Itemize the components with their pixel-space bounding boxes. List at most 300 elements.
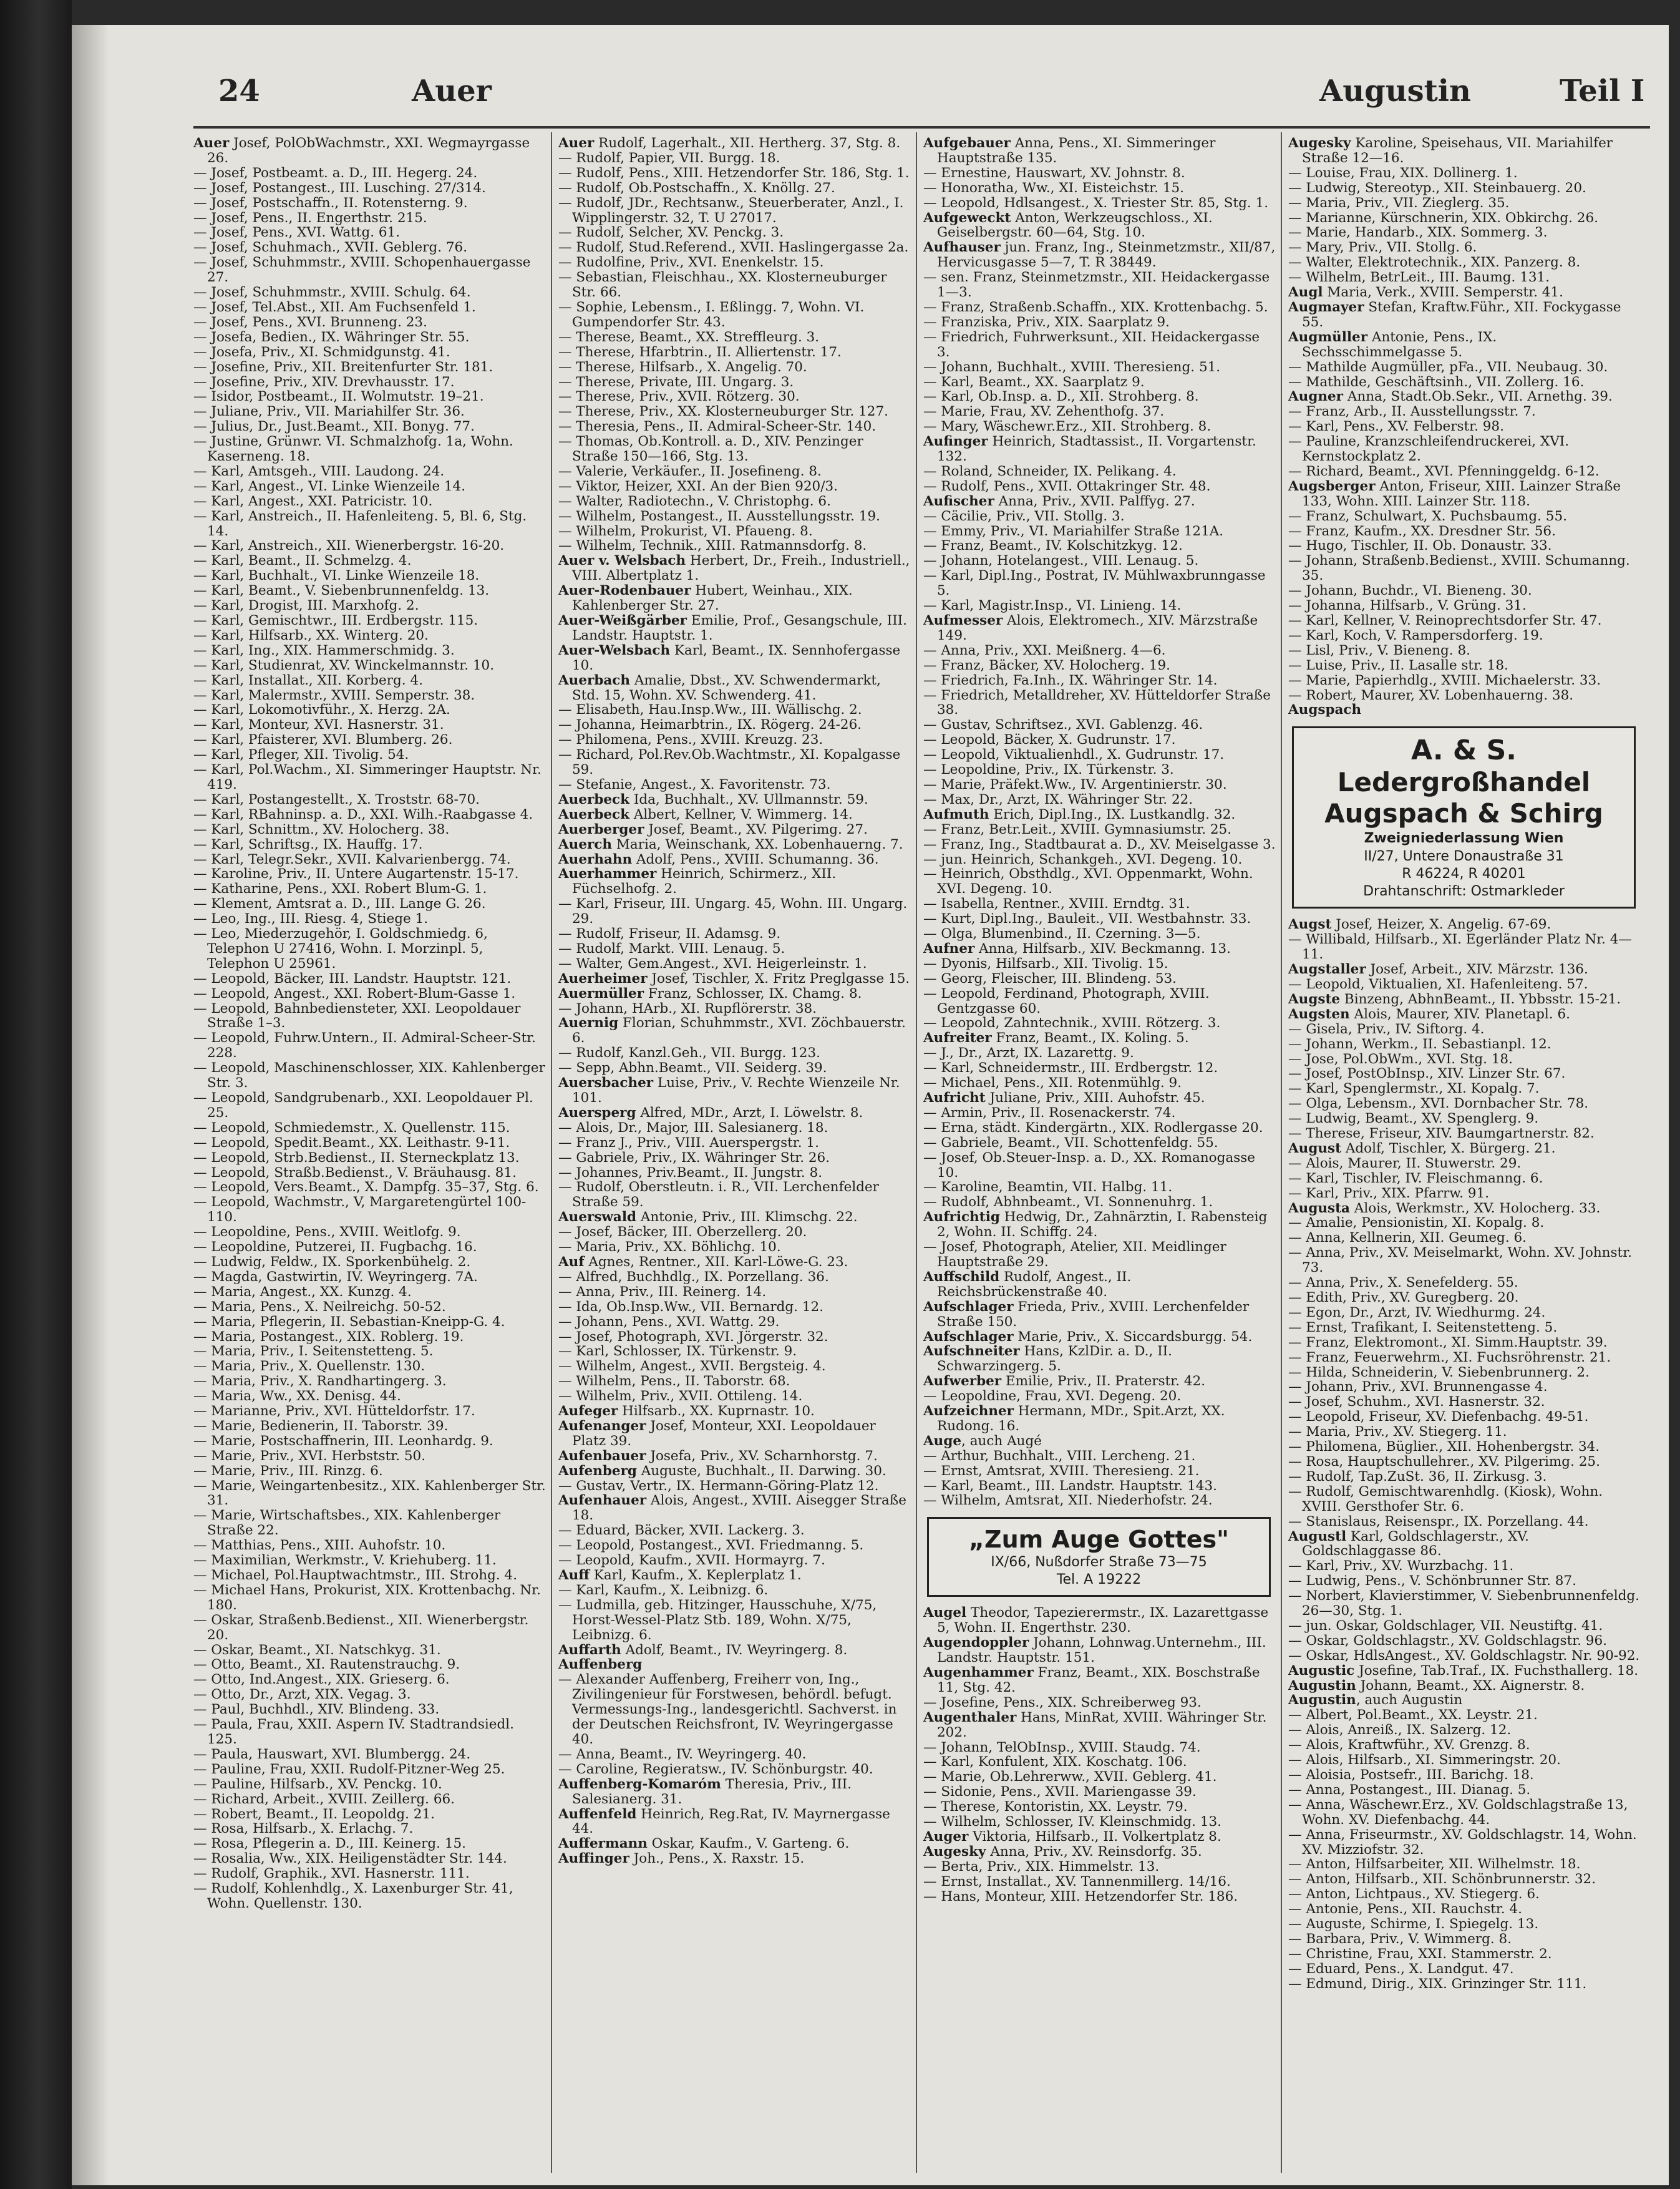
directory-entry: — Pauline, Kranzschleifendruckerei, XVI. Kernstockplatz 2. bbox=[1288, 434, 1570, 465]
directory-entry: — Josef, Photograph, Atelier, XII. Meidlinger Hauptstraße 29. bbox=[923, 1239, 1226, 1270]
column-4 bbox=[1288, 136, 1641, 2177]
directory-entry: — Karl, Anstreich., II. Hafenleiteng. 5, Bl. 6, Stg. 14. bbox=[193, 508, 527, 539]
directory-entry: — Roland, Schneider, IX. Pelikang. 4. bbox=[923, 463, 1177, 479]
directory-entry: — Karoline, Priv., II. Untere Augartenstr. 15-17. bbox=[193, 866, 519, 882]
directory-entry: — Friedrich, Fuhrwerksunt., XII. Heidackergasse 3. bbox=[923, 329, 1260, 360]
directory-entry: — Marie, Wirtschaftsbes., XIX. Kahlenberger Straße 22. bbox=[193, 1508, 501, 1539]
directory-entry: — Karl, Pfaisterer, XVI. Blumberg. 26. bbox=[193, 732, 453, 748]
directory-entry: — Josefine, Priv., XIV. Drevhausstr. 17. bbox=[193, 374, 455, 390]
directory-entry: — Oskar, HdlsAngest., XV. Goldschlagstr. Nr. 90-92. bbox=[1288, 1647, 1640, 1664]
directory-entry: — Stanislaus, Reisenspr., IX. Porzellang. 44. bbox=[1288, 1513, 1589, 1529]
directory-entry: — Gustav, Schriftsez., XVI. Gablenzg. 46. bbox=[923, 717, 1203, 733]
directory-entry: — Ernst, Trafikant, I. Seitenstetteng. 5. bbox=[1288, 1319, 1558, 1335]
directory-entry: Augustl Karl, Goldschlagerstr., XV. Goldschlaggasse 86. bbox=[1288, 1528, 1529, 1559]
directory-entry: Auermüller Franz, Schlosser, IX. Chamg. 8. bbox=[558, 985, 862, 1002]
directory-entry: — Rosa, Pflegerin a. D., III. Keinerg. 15. bbox=[193, 1836, 467, 1852]
ad-address: II/27, Untere Donaustraße 31 bbox=[1364, 849, 1564, 865]
right-running-head: Augustin bbox=[1319, 74, 1471, 109]
directory-entry: — Maria, Pflegerin, II. Sebastian-Kneipp-G. 4. bbox=[193, 1314, 505, 1330]
directory-entry: — Anna, Kellnerin, XII. Geumeg. 6. bbox=[1288, 1230, 1527, 1246]
directory-entry: — Karl, Priv., XIX. Pfarrw. 91. bbox=[1288, 1185, 1490, 1201]
directory-entry: — Gisela, Priv., IV. Siftorg. 4. bbox=[1288, 1021, 1485, 1037]
directory-entry: — Josef, PostObInsp., XIV. Linzer Str. 67. bbox=[1288, 1066, 1566, 1082]
directory-entry: — Josef, Ob.Steuer-Insp. a. D., XX. Romanogasse 10. bbox=[923, 1149, 1255, 1181]
directory-entry: — Leopoldine, Putzerei, II. Fugbachg. 16. bbox=[193, 1239, 477, 1255]
directory-entry: Auer-Welsbach Karl, Beamt., IX. Sennhofergasse 10. bbox=[558, 642, 901, 673]
directory-entry: — Maria, Angest., XX. Kunzg. 4. bbox=[193, 1284, 412, 1300]
directory-entry: — Karl, Koch, V. Rampersdorferg. 19. bbox=[1288, 627, 1543, 643]
directory-entry: — Barbara, Priv., V. Wimmerg. 8. bbox=[1288, 1931, 1512, 1947]
directory-entry: — Franziska, Priv., XIX. Saarplatz 9. bbox=[923, 314, 1170, 330]
directory-entry: Augst Josef, Heizer, X. Angelig. 67-69. bbox=[1288, 917, 1551, 933]
directory-entry: — Johann, Pens., XVI. Wattg. 29. bbox=[558, 1314, 780, 1330]
directory-entry: — Rudolf, JDr., Rechtsanw., Steuerberater, Anzl., I. Wipplingerstr. 32, T. U 27017. bbox=[558, 195, 904, 226]
directory-entry: Aufwerber Emilie, Priv., II. Praterstr. 42. bbox=[923, 1373, 1206, 1390]
directory-entry: — Josef, Postschaffn., II. Rotensterng. 9. bbox=[193, 195, 468, 211]
directory-entry: — Anna, Friseurmstr., XV. Goldschlagstr. 14, Wohn. XV. Mizziofstr. 32. bbox=[1288, 1826, 1637, 1858]
directory-entry: Augsten Alois, Maurer, XIV. Planetapl. 6. bbox=[1288, 1006, 1570, 1022]
directory-entry: — Isabella, Rentner., XVIII. Erndtg. 31. bbox=[923, 896, 1190, 912]
directory-entry: — Karl, Beamt., XX. Saarplatz 9. bbox=[923, 374, 1145, 390]
directory-entry: — Rosa, Hilfsarb., X. Erlachg. 7. bbox=[193, 1821, 414, 1837]
directory-entry: Auffschild Rudolf, Angest., II. Reichsbrückenstraße 40. bbox=[923, 1269, 1132, 1300]
directory-entry: Auffenfeld Heinrich, Reg.Rat, IV. Mayrnergasse 44. bbox=[558, 1806, 890, 1837]
directory-entry: — Viktor, Heizer, XXI. An der Bien 920/3. bbox=[558, 478, 838, 494]
gutter-shadow bbox=[72, 25, 109, 2185]
directory-entry: — Friedrich, Fa.Inh., IX. Währinger Str. 14. bbox=[923, 672, 1218, 688]
directory-entry: — Johann, HArb., XI. Rupflörerstr. 38. bbox=[558, 1000, 817, 1016]
directory-entry: — Anna, Priv., X. Senefelderg. 55. bbox=[1288, 1275, 1518, 1291]
directory-entry: — Max, Dr., Arzt, IX. Währinger Str. 22. bbox=[923, 791, 1193, 807]
directory-entry: Auer v. Welsbach Herbert, Dr., Freih., Industriell., VIII. Albertplatz 1. bbox=[558, 553, 910, 584]
directory-entry: Augmayer Stefan, Kraftw.Führ., XII. Fockygasse 55. bbox=[1288, 299, 1621, 330]
ad-firm-initials: A. & S. bbox=[1411, 734, 1517, 767]
directory-entry: — Pauline, Hilfsarb., XV. Penckg. 10. bbox=[193, 1776, 442, 1792]
directory-entry: — Marianne, Kürschnerin, XIX. Obkirchg. 26. bbox=[1288, 210, 1598, 226]
directory-entry: Auffinger Joh., Pens., X. Raxstr. 15. bbox=[558, 1851, 805, 1867]
directory-entry: — Therese, Kontoristin, XX. Leystr. 79. bbox=[923, 1799, 1188, 1815]
directory-entry: — Egon, Dr., Arzt, IV. Wiedhurmg. 24. bbox=[1288, 1304, 1546, 1320]
directory-entry: — Maria, Priv., XX. Böhlichg. 10. bbox=[558, 1239, 781, 1255]
directory-entry: — Leopold, Bäcker, III. Landstr. Hauptstr. 121. bbox=[193, 970, 512, 987]
directory-entry: — Maria, Postangest., XIX. Roblerg. 19. bbox=[193, 1329, 464, 1345]
directory-entry: Auf Agnes, Rentner., XII. Karl-Löwe-G. 23. bbox=[558, 1254, 848, 1270]
ad-firm-name: Augspach & Schirg bbox=[1324, 798, 1603, 829]
column-divider bbox=[551, 132, 552, 2173]
directory-entry: Auer-Weißgärber Emilie, Prof., Gesangschule, III. Landstr. Hauptstr. 1. bbox=[558, 613, 908, 643]
directory-entry: — jun. Heinrich, Schankgeh., XVI. Degeng. 10. bbox=[923, 851, 1243, 867]
directory-entry: — Ernst, Amtsrat, XVIII. Theresieng. 21. bbox=[923, 1463, 1200, 1479]
directory-entry: — Leopold, Hdlsangest., X. Triester Str. 85, Stg. 1. bbox=[923, 195, 1269, 211]
directory-entry: Auffermann Oskar, Kaufm., V. Garteng. 6. bbox=[558, 1836, 850, 1852]
directory-entry: — Johann, Priv., XVI. Brunnengasse 4. bbox=[1288, 1379, 1548, 1395]
directory-entry: — Leopoldine, Frau, XVI. Degeng. 20. bbox=[923, 1388, 1182, 1405]
directory-entry: — Alois, Anreiß., IX. Salzerg. 12. bbox=[1288, 1722, 1512, 1738]
directory-entry: — Anna, Priv., III. Reinerg. 14. bbox=[558, 1284, 767, 1300]
directory-entry: — Caroline, Regieratsw., IV. Schönburgstr. 40. bbox=[558, 1761, 873, 1777]
directory-entry: Aufhauser jun. Franz, Ing., Steinmetzmstr., XII/87, Hervicusgasse 5—7, T. R 38449. bbox=[923, 240, 1276, 271]
directory-entry: — Josef, Pens., II. Engerthstr. 215. bbox=[193, 210, 427, 226]
directory-entry: — Josef, Schuhm., XVI. Hasnerstr. 32. bbox=[1288, 1394, 1545, 1410]
directory-entry: — Karl, Telegr.Sekr., XVII. Kalvarienbergg. 74. bbox=[193, 851, 511, 867]
directory-entry: Auffenberg-Komaróm Theresia, Priv., III. Salesianerg. 31. bbox=[558, 1776, 852, 1807]
directory-entry: — Dyonis, Hilfsarb., XII. Tivolig. 15. bbox=[923, 955, 1168, 972]
directory-entry: Aufenhauer Alois, Angest., XVIII. Aisegger Straße 18. bbox=[558, 1493, 906, 1524]
directory-entry: — Hans, Monteur, XIII. Hetzendorfer Str. 186. bbox=[923, 1888, 1238, 1904]
directory-entry: — Willibald, Hilfsarb., XI. Egerländer Platz Nr. 4—11. bbox=[1288, 932, 1632, 963]
directory-entry: — Edith, Priv., XV. Guregberg. 20. bbox=[1288, 1290, 1519, 1305]
directory-entry: — Leopold, Postangest., XVI. Friedmanng. 5. bbox=[558, 1538, 864, 1554]
directory-entry: — Johann, Buchdr., VI. Bieneng. 30. bbox=[1288, 583, 1532, 599]
page-number: 24 bbox=[218, 74, 260, 109]
directory-entry: — Marie, Priv., III. Rinzg. 6. bbox=[193, 1463, 383, 1479]
column-2 bbox=[558, 136, 911, 2177]
directory-entry: — Stefanie, Angest., X. Favoritenstr. 73. bbox=[558, 776, 831, 792]
directory-entry: Augustin Johann, Beamt., XX. Aignerstr. 8. bbox=[1288, 1677, 1585, 1694]
directory-entry: — Gabriele, Priv., IX. Währinger Str. 26. bbox=[558, 1149, 830, 1166]
directory-entry: — Wilhelm, Priv., XVII. Ottileng. 14. bbox=[558, 1388, 803, 1405]
directory-entry: — Wilhelm, Prokurist, VI. Pfaueng. 8. bbox=[558, 523, 813, 539]
directory-entry: — Alexander Auffenberg, Freiherr von, Ing., Zivilingenieur für Forstwesen, behördl. befugt. Vermessungs-Ing., landesgerichtl. Sachverst. in der Deutschen Reichsfront, IV. Weyringergasse 40. bbox=[558, 1672, 897, 1747]
directory-entry: — sen. Franz, Steinmetzmstr., XII. Heidackergasse 1—3. bbox=[923, 270, 1270, 301]
directory-entry: — Maria, Priv., VII. Zieglerg. 35. bbox=[1288, 195, 1510, 211]
directory-entry: — Otto, Dr., Arzt, XIX. Vegag. 3. bbox=[193, 1687, 411, 1703]
directory-entry: Auerberger Josef, Beamt., XV. Pilgerimg. 27. bbox=[558, 821, 868, 837]
directory-entry: Augustin, auch Augustin bbox=[1288, 1692, 1463, 1709]
directory-entry: — Armin, Priv., II. Rosenackerstr. 74. bbox=[923, 1104, 1176, 1121]
directory-entry: — Therese, Hfarbtrin., II. Alliertenstr. 17. bbox=[558, 344, 842, 360]
directory-entry: — Karl, Postangestellt., X. Troststr. 68-70. bbox=[193, 791, 480, 807]
directory-entry: — Johannes, Priv.Beamt., II. Jungstr. 8. bbox=[558, 1164, 823, 1181]
directory-entry: — Leopold, Vers.Beamt., X. Dampfg. 35–37, Stg. 6. bbox=[193, 1179, 539, 1196]
directory-entry: — Marie, Frau, XV. Zehenthofg. 37. bbox=[923, 404, 1165, 420]
directory-entry: Aufreiter Franz, Beamt., IX. Koling. 5. bbox=[923, 1030, 1189, 1046]
directory-entry: — Marie, Präfekt.Ww., IV. Argentinierstr. 30. bbox=[923, 776, 1227, 792]
directory-entry: — Franz, Schulwart, X. Puchsbaumg. 55. bbox=[1288, 508, 1567, 524]
directory-entry: — Karl, Anstreich., XII. Wienerbergstr. 16-20. bbox=[193, 538, 505, 554]
directory-entry: — Ernestine, Hauswart, XV. Johnstr. 8. bbox=[923, 165, 1185, 181]
directory-entry: — Rudolf, Selcher, XV. Penckg. 3. bbox=[558, 225, 784, 241]
directory-entry: — Sidonie, Pens., XVII. Mariengasse 39. bbox=[923, 1784, 1197, 1800]
directory-entry: Augenhammer Franz, Beamt., XIX. Boschstraße 11, Stg. 42. bbox=[923, 1665, 1260, 1695]
directory-entry: — Antonie, Pens., XII. Rauchstr. 4. bbox=[1288, 1901, 1522, 1918]
directory-entry: — Rudolf, Friseur, II. Adamsg. 9. bbox=[558, 926, 781, 942]
directory-entry: — Karl, Friseur, III. Ungarg. 45, Wohn. III. Ungarg. 29. bbox=[558, 896, 908, 927]
directory-entry: — Rudolf, Markt. VIII. Lenaug. 5. bbox=[558, 940, 785, 957]
directory-entry: — Johann, Straßenb.Bedienst., XVIII. Schumanng. 35. bbox=[1288, 553, 1630, 584]
directory-entry: — Marianne, Priv., XVI. Hütteldorfstr. 17. bbox=[193, 1403, 475, 1420]
directory-entry: — Leopold, Wachmstr., V, Margaretengürtel 100-110. bbox=[193, 1194, 527, 1226]
directory-entry: — Juliane, Priv., VII. Mariahilfer Str. 36. bbox=[193, 404, 465, 420]
directory-entry: — Leopold, Schmiedemstr., X. Quellenstr. 115. bbox=[193, 1119, 510, 1136]
directory-entry: — Leopold, Viktualien, XI. Hafenleiteng. 57. bbox=[1288, 976, 1588, 992]
directory-entry: — Ernst, Installat., XV. Tannenmillerg. 14/16. bbox=[923, 1873, 1231, 1889]
directory-entry: — Oskar, Goldschlagstr., XV. Goldschlagstr. 96. bbox=[1288, 1632, 1607, 1649]
directory-entry: — Amalie, Pensionistin, XI. Kopalg. 8. bbox=[1288, 1215, 1545, 1231]
directory-entry: — Josef, Schuhmach., XVII. Geblerg. 76. bbox=[193, 240, 468, 256]
directory-entry: — Josef, Schuhmmstr., XVIII. Schulg. 64. bbox=[193, 285, 471, 301]
directory-entry: — Berta, Priv., XIX. Himmelstr. 13. bbox=[923, 1858, 1160, 1875]
directory-entry: — Michael, Pens., XII. Rotenmühlg. 9. bbox=[923, 1075, 1182, 1091]
ad-telegram: Drahtanschrift: Ostmarkleder bbox=[1363, 884, 1565, 900]
directory-entry: — Maximilian, Werkmstr., V. Kriehuberg. 11. bbox=[193, 1553, 497, 1569]
directory-entry: Augl Maria, Verk., XVIII. Semperstr. 41. bbox=[1288, 285, 1563, 301]
directory-entry: — Ludwig, Pens., V. Schönbrunner Str. 87. bbox=[1288, 1573, 1576, 1589]
directory-entry: — Rudolf, Pens., XIII. Hetzendorfer Str. 186, Stg. 1. bbox=[558, 165, 910, 181]
directory-entry: — Rudolf, Abhnbeamt., VI. Sonnenuhrg. 1. bbox=[923, 1194, 1213, 1211]
directory-entry: — Johanna, Hilfsarb., V. Grüng. 31. bbox=[1288, 598, 1527, 614]
directory-entry: — Arthur, Buchhalt., VIII. Lercheng. 21. bbox=[923, 1448, 1196, 1464]
directory-entry: — Wilhelm, Technik., XIII. Ratmannsdorfg. 8. bbox=[558, 538, 867, 554]
directory-entry: — Walter, Elektrotechnik., XIX. Panzerg. 8. bbox=[1288, 255, 1581, 271]
directory-entry: Augusta Alois, Werkmstr., XV. Holocherg. 33. bbox=[1288, 1200, 1601, 1216]
directory-entry: — Karl, Schneidermstr., III. Erdbergstr. 12. bbox=[923, 1060, 1218, 1076]
directory-entry: Aufeger Hilfsarb., XX. Kuprnastr. 10. bbox=[558, 1403, 815, 1420]
directory-entry: — Josef, Bäcker, III. Oberzellerg. 20. bbox=[558, 1224, 807, 1241]
directory-entry: — Josef, Postbeamt. a. D., III. Hegerg. 24. bbox=[193, 165, 478, 181]
directory-entry: Auer Rudolf, Lagerhalt., XII. Hertherg. 37, Stg. 8. bbox=[558, 136, 901, 151]
directory-entry: — Johann, Buchhalt., XVIII. Theresieng. 51. bbox=[923, 359, 1221, 375]
directory-entry: — Karl, Beamt., V. Siebenbrunnenfeldg. 13. bbox=[193, 583, 490, 599]
directory-entry: — Karl, Pfleger, XII. Tivolig. 54. bbox=[193, 747, 409, 763]
directory-entry: August Adolf, Tischler, X. Bürgerg. 21. bbox=[1288, 1140, 1556, 1156]
directory-entry: — Anna, Postangest., III. Dianag. 5. bbox=[1288, 1782, 1531, 1798]
directory-entry: Auff Karl, Kaufm., X. Keplerplatz 1. bbox=[558, 1567, 802, 1583]
directory-entry: — Leopoldine, Pens., XVIII. Weitlofg. 9. bbox=[193, 1224, 461, 1241]
directory-entry: — Franz, Arb., II. Ausstellungsstr. 7. bbox=[1288, 404, 1536, 420]
header-rule bbox=[193, 126, 1650, 129]
directory-entry: Augstaller Josef, Arbeit., XIV. Märzstr. 136. bbox=[1288, 962, 1588, 978]
ad-shop-name: „Zum Auge Gottes" bbox=[969, 1526, 1229, 1554]
directory-entry: — Wilhelm, BetrLeit., III. Baumg. 131. bbox=[1288, 270, 1550, 286]
directory-entry: — Paul, Buchhdl., XIV. Blindeng. 33. bbox=[193, 1702, 440, 1718]
directory-entry: — Anton, Hilfsarbeiter, XII. Wilhelmstr. 18. bbox=[1288, 1856, 1581, 1873]
directory-entry: Augel Theodor, Tapezierermstr., IX. Lazarettgasse 5, Wohn. II. Engerthstr. 230. bbox=[923, 1605, 1269, 1636]
directory-entry: Aufmesser Alois, Elektromech., XIV. Märzstraße 149. bbox=[923, 613, 1258, 643]
directory-entry: — Rudolf, Papier, VII. Burgg. 18. bbox=[558, 150, 780, 166]
directory-entry: — Maria, Priv., X. Randhartingerg. 3. bbox=[193, 1373, 447, 1390]
directory-entry: Auge, auch Augé bbox=[923, 1433, 1042, 1449]
directory-entry: — Marie, Priv., XVI. Herbststr. 50. bbox=[193, 1448, 426, 1464]
ad-branch: Zweigniederlassung Wien bbox=[1364, 831, 1564, 847]
directory-entry: — Anna, Priv., XV. Meiselmarkt, Wohn. XV. Johnstr. 73. bbox=[1288, 1245, 1632, 1276]
directory-entry: — Alois, Hilfsarb., XI. Simmeringstr. 20. bbox=[1288, 1752, 1561, 1768]
directory-entry: — Luise, Priv., II. Lasalle str. 18. bbox=[1288, 657, 1508, 673]
directory-entry: — Josef, Postangest., III. Lusching. 27/314. bbox=[193, 180, 486, 196]
directory-entry: — Karl, Beamt., II. Schmelzg. 4. bbox=[193, 553, 412, 569]
directory-entry: — Honoratha, Ww., XI. Eisteichstr. 15. bbox=[923, 180, 1184, 196]
directory-entry: — Rosa, Hauptschullehrer., XV. Pilgerimg. 25. bbox=[1288, 1453, 1600, 1470]
directory-entry: — Therese, Beamt., XX. Streffleurg. 3. bbox=[558, 329, 820, 345]
directory-entry: — Therese, Priv., XX. Klosterneuburger Str. 127. bbox=[558, 404, 888, 420]
directory-entry: — Rosalia, Ww., XIX. Heiligenstädter Str. 144. bbox=[193, 1851, 507, 1867]
directory-entry: — Josefa, Priv., XI. Schmidgunstg. 41. bbox=[193, 344, 450, 360]
directory-entry: — Eduard, Pens., X. Landgut. 47. bbox=[1288, 1961, 1514, 1977]
ad-business-type: Ledergroßhandel bbox=[1337, 767, 1591, 798]
directory-entry: — Anton, Lichtpaus., XV. Stiegerg. 6. bbox=[1288, 1886, 1540, 1903]
directory-entry: Aufgebauer Anna, Pens., XI. Simmeringer Hauptstraße 135. bbox=[923, 136, 1216, 166]
directory-entry: — Rudolf, Kohlenhdlg., X. Laxenburger Str. 41, Wohn. Quellenstr. 130. bbox=[193, 1881, 513, 1911]
directory-entry: — Karl, Lokomotivführ., X. Herzg. 2A. bbox=[193, 702, 450, 718]
directory-entry: — Leopold, Zahntechnik., XVIII. Rötzerg. 3. bbox=[923, 1015, 1221, 1031]
directory-entry: — Karl, Priv., XV. Wurzbachg. 11. bbox=[1288, 1558, 1514, 1574]
directory-entry: — Valerie, Verkäufer., II. Josefineng. 8. bbox=[558, 463, 822, 479]
directory-entry: — Karl, Spenglermstr., XI. Kopalg. 7. bbox=[1288, 1081, 1540, 1097]
directory-entry: — Albert, Pol.Beamt., XX. Leystr. 21. bbox=[1288, 1707, 1538, 1723]
directory-entry: — Marie, Papierhdlg., XVIII. Michaelerstr. 33. bbox=[1288, 672, 1601, 688]
directory-entry: — Paula, Frau, XXII. Aspern IV. Stadtrandsiedl. 125. bbox=[193, 1717, 514, 1747]
directory-entry: — Alfred, Buchhdlg., IX. Porzellang. 36. bbox=[558, 1269, 829, 1285]
directory-entry: — Ludmilla, geb. Hitzinger, Hausschuhe, X/75, Horst-Wessel-Platz Stb. 189, Wohn. X/75, Leibnizg. 6. bbox=[558, 1597, 877, 1643]
directory-entry: — Karl, Installat., XII. Korberg. 4. bbox=[193, 672, 423, 688]
directory-entry: — Olga, Blumenbind., II. Czerning. 3—5. bbox=[923, 926, 1201, 942]
directory-entry: — Josef, Photograph, XVI. Jörgerstr. 32. bbox=[558, 1329, 828, 1345]
directory-entry: — Karl, Konfulent, XIX. Koschatg. 106. bbox=[923, 1754, 1187, 1770]
directory-entry: — Leopold, Strb.Bedienst., II. Sterneckplatz 13. bbox=[193, 1149, 520, 1166]
directory-entry: — Josefine, Priv., XII. Breitenfurter Str. 181. bbox=[193, 359, 493, 375]
directory-entry: — Karl, Schlosser, IX. Türkenstr. 9. bbox=[558, 1343, 797, 1360]
directory-entry: Aufner Anna, Hilfsarb., XIV. Beckmanng. 13. bbox=[923, 940, 1231, 957]
directory-entry: Aufmuth Erich, Dipl.Ing., IX. Lustkandlg. 32. bbox=[923, 806, 1236, 822]
directory-entry: Auerheimer Josef, Tischler, X. Fritz Preglgasse 15. bbox=[558, 970, 910, 987]
directory-entry: — Karl, Schriftsg., IX. Hauffg. 17. bbox=[193, 836, 423, 852]
directory-entry: — Karl, Angest., XXI. Patricistr. 10. bbox=[193, 493, 433, 509]
directory-entry: — Maria, Priv., XV. Stiegerg. 11. bbox=[1288, 1424, 1507, 1440]
directory-entry: — Karl, Pens., XV. Felberstr. 98. bbox=[1288, 419, 1504, 435]
directory-entry: — Rudolf, Kanzl.Geh., VII. Burgg. 123. bbox=[558, 1045, 820, 1061]
directory-entry: — Marie, Postschaffnerin, III. Leonhardg. 9. bbox=[193, 1433, 493, 1449]
directory-entry: — Marie, Ob.Lehrerww., XVII. Geblerg. 41. bbox=[923, 1769, 1217, 1785]
directory-entry: — Leopold, Viktualienhdl., X. Gudrunstr. 17. bbox=[923, 747, 1225, 763]
directory-entry: Augendoppler Johann, Lohnwag.Unternehm., III. Landstr. Hauptstr. 151. bbox=[923, 1635, 1266, 1666]
directory-entry: — Leopold, Bahnbediensteter, XXI. Leopoldauer Straße 1–3. bbox=[193, 1000, 521, 1031]
left-running-head: Auer bbox=[412, 74, 492, 109]
directory-entry: — Karl, Magistr.Insp., VI. Linieng. 14. bbox=[923, 598, 1182, 614]
directory-entry: — Rudolf, Ob.Postschaffn., X. Knöllg. 27. bbox=[558, 180, 835, 196]
directory-entry: — Theresia, Pens., II. Admiral-Scheer-Str. 140. bbox=[558, 419, 876, 435]
directory-entry: — Rudolf, Graphik., XVI. Hasnerstr. 111. bbox=[193, 1866, 470, 1882]
directory-entry: — Michael, Pol.Hauptwachtmstr., III. Strohg. 4. bbox=[193, 1567, 518, 1583]
directory-entry: — Leopold, Maschinenschlosser, XIX. Kahlenberger Str. 3. bbox=[193, 1060, 545, 1091]
directory-entry: — Franz J., Priv., VIII. Auerspergstr. 1. bbox=[558, 1134, 819, 1151]
directory-entry: — Marie, Bedienerin, II. Taborstr. 39. bbox=[193, 1418, 449, 1434]
directory-entry: Augesky Karoline, Speisehaus, VII. Mariahilfer Straße 12—16. bbox=[1288, 136, 1613, 166]
directory-entry: — Magda, Gastwirtin, IV. Weyringerg. 7A. bbox=[193, 1269, 478, 1285]
directory-entry: — Josef, Tel.Abst., XII. Am Fuchsenfeld 1. bbox=[193, 299, 476, 315]
directory-entry: — Oskar, Straßenb.Bedienst., XII. Wienerbergstr. 20. bbox=[193, 1612, 529, 1643]
directory-entry: — Johann, Hotelangest., VIII. Lenaug. 5. bbox=[923, 553, 1199, 569]
directory-entry: — Anna, Wäschewr.Erz., XV. Goldschlagstraße 13, Wohn. XV. Diefenbachg. 44. bbox=[1288, 1797, 1628, 1828]
directory-entry: — Pauline, Frau, XXII. Rudolf-Pitzner-Weg 25. bbox=[193, 1761, 505, 1777]
directory-entry: — Therese, Hilfsarb., X. Angelig. 70. bbox=[558, 359, 807, 375]
directory-entry: — Louise, Frau, XIX. Dollinerg. 1. bbox=[1288, 165, 1518, 181]
directory-entry: — Karl, RBahninsp. a. D., XXI. Wilh.-Raabgasse 4. bbox=[193, 806, 533, 822]
directory-entry: — Elisabeth, Hau.Insp.Ww., III. Wällischg. 2. bbox=[558, 702, 862, 718]
directory-entry: — Olga, Lebensm., XVI. Dornbacher Str. 78. bbox=[1288, 1096, 1589, 1112]
directory-entry: — Gustav, Vertr., IX. Hermann-Göring-Platz 12. bbox=[558, 1478, 879, 1494]
directory-entry: — Franz, Ing., Stadtbaurat a. D., XV. Meiselgasse 3. bbox=[923, 836, 1276, 852]
directory-entry: Aufschneiter Hans, KzlDir. a. D., II. Schwarzingerg. 5. bbox=[923, 1343, 1173, 1375]
directory-entry: — Leopold, Angest., XXI. Robert-Blum-Gasse 1. bbox=[193, 985, 516, 1002]
directory-entry: — Leopoldine, Priv., IX. Türkenstr. 3. bbox=[923, 762, 1174, 778]
directory-entry: — Karl, Kellner, V. Reinoprechtsdorfer Str. 47. bbox=[1288, 613, 1602, 628]
directory-entry: — Edmund, Dirig., XIX. Grinzinger Str. 111. bbox=[1288, 1976, 1587, 1992]
directory-entry: — Mary, Wäschewr.Erz., XII. Strohberg. 8. bbox=[923, 419, 1211, 435]
directory-entry: — Karl, Monteur, XVI. Hasnerstr. 31. bbox=[193, 717, 444, 733]
directory-entry: — Leopold, Spedit.Beamt., XX. Leithastr. 9-11. bbox=[193, 1134, 510, 1151]
directory-entry: Auersbacher Luise, Priv., V. Rechte Wienzeile Nr. 101. bbox=[558, 1075, 900, 1106]
directory-page bbox=[72, 25, 1669, 2185]
directory-entry: Aufenanger Josef, Monteur, XXI. Leopoldauer Platz 39. bbox=[558, 1418, 876, 1449]
directory-entry: — Mathilde, Geschäftsinh., VII. Zollerg. 16. bbox=[1288, 374, 1585, 390]
directory-entry: — Leopold, Friseur, XV. Diefenbachg. 49-51. bbox=[1288, 1409, 1589, 1425]
directory-entry: — Philomena, Pens., XVIII. Kreuzg. 23. bbox=[558, 732, 823, 748]
directory-entry: — Julius, Dr., Just.Beamt., XII. Bonyg. 77. bbox=[193, 419, 475, 435]
directory-entry: — Franz, Straßenb.Schaffn., XIX. Krottenbachg. 5. bbox=[923, 299, 1268, 315]
directory-entry: — Richard, Pol.Rev.Ob.Wachtmstr., XI. Kopalgasse 59. bbox=[558, 747, 901, 778]
directory-entry: — Robert, Beamt., II. Leopoldg. 21. bbox=[193, 1806, 435, 1822]
directory-entry: — Josefa, Bedien., IX. Währinger Str. 55. bbox=[193, 329, 470, 345]
column-1 bbox=[193, 136, 546, 2177]
directory-entry: — Karl, Ob.Insp. a. D., XII. Strohberg. 8. bbox=[923, 389, 1199, 405]
directory-entry: — Leopold, Sandgrubenarb., XXI. Leopoldauer Pl. 25. bbox=[193, 1090, 533, 1121]
directory-entry: — Klement, Amtsrat a. D., III. Lange G. 26. bbox=[193, 896, 486, 912]
directory-entry: Auffenberg bbox=[558, 1657, 643, 1673]
directory-entry: — Franz, Bäcker, XV. Holocherg. 19. bbox=[923, 657, 1170, 673]
directory-entry: — Rudolfine, Priv., XVI. Enenkelstr. 15. bbox=[558, 255, 824, 271]
directory-entry: Auer-Rodenbauer Hubert, Weinhau., XIX. Kahlenberger Str. 27. bbox=[558, 583, 853, 614]
directory-entry: — Maria, Priv., I. Seitenstetteng. 5. bbox=[193, 1343, 434, 1360]
directory-entry: — Therese, Private, III. Ungarg. 3. bbox=[558, 374, 794, 390]
directory-entry: — Alois, Kraftwführ., XV. Grenzg. 8. bbox=[1288, 1737, 1530, 1753]
directory-entry: — Marie, Handarb., XIX. Sommerg. 3. bbox=[1288, 225, 1548, 241]
directory-entry: — Walter, Radiotechn., V. Christophg. 6. bbox=[558, 493, 831, 509]
directory-entry: — Rudolf, Gemischtwarenhdlg. (Kiosk), Wohn. XVIII. Gersthofer Str. 6. bbox=[1288, 1483, 1603, 1514]
part-label: Teil I bbox=[1560, 74, 1645, 109]
directory-entry: — Jose, Pol.ObWm., XVI. Stg. 18. bbox=[1288, 1051, 1513, 1067]
directory-entry: — Rudolf, Oberstleutn. i. R., VII. Lerchenfelder Straße 59. bbox=[558, 1179, 879, 1211]
directory-entry: — Karl, Pol.Wachm., XI. Simmeringer Hauptstr. Nr. 419. bbox=[193, 762, 541, 792]
directory-entry: — Otto, Ind.Angest., XIX. Grieserg. 6. bbox=[193, 1672, 450, 1688]
ad-phone: R 46224, R 40201 bbox=[1402, 866, 1526, 882]
directory-entry: — Alois, Maurer, II. Stuwerstr. 29. bbox=[1288, 1155, 1522, 1171]
directory-entry: — Cäcilie, Priv., VII. Stollg. 3. bbox=[923, 508, 1125, 524]
directory-entry: — Lisl, Priv., V. Bieneng. 8. bbox=[1288, 642, 1470, 658]
directory-entry: Augesky Anna, Priv., XV. Reinsdorfg. 35. bbox=[923, 1843, 1202, 1860]
directory-entry: — J., Dr., Arzt, IX. Lazarettg. 9. bbox=[923, 1045, 1134, 1061]
directory-entry: Auer Josef, PolObWachmstr., XXI. Wegmayrgasse 26. bbox=[193, 136, 530, 166]
directory-entry: — Richard, Arbeit., XVIII. Zeillerg. 66. bbox=[193, 1791, 455, 1807]
directory-entry: — Rudolf, Stud.Referend., XVII. Haslingergasse 2a. bbox=[558, 240, 909, 256]
directory-entry: Aufinger Heinrich, Stadtassist., II. Vorgartenstr. 132. bbox=[923, 434, 1256, 465]
directory-entry: — Karl, Amtsgeh., VIII. Laudong. 24. bbox=[193, 463, 445, 479]
directory-entry: Augenthaler Hans, MinRat, XVIII. Währinger Str. 202. bbox=[923, 1709, 1267, 1740]
directory-entry: — Marie, Weingartenbesitz., XIX. Kahlenberger Str. 31. bbox=[193, 1478, 546, 1509]
directory-entry: Auerch Maria, Weinschank, XX. Lobenhauerng. 7. bbox=[558, 836, 903, 852]
directory-entry: — Philomena, Büglier., XII. Hohenbergstr. 34. bbox=[1288, 1439, 1600, 1455]
column-divider bbox=[1281, 132, 1282, 2173]
directory-entry: — Christine, Frau, XXI. Stammerstr. 2. bbox=[1288, 1946, 1552, 1962]
directory-entry: — Josef, Pens., XVI. Brunneng. 23. bbox=[193, 314, 427, 330]
directory-entry: — Karl, Buchhalt., VI. Linke Wienzeile 18. bbox=[193, 568, 480, 584]
directory-entry: — Wilhelm, Amtsrat, XII. Niederhofstr. 24. bbox=[923, 1493, 1213, 1509]
directory-entry: Aufrichtig Hedwig, Dr., Zahnärztin, I. Rabensteig 2, Wohn. II. Schiffg. 24. bbox=[923, 1209, 1268, 1241]
directory-entry: — Leo, Miederzugehör, I. Goldschmiedg. 6, Telephon U 27416, Wohn. I. Morzinpl. 5, Telephon U 25961. bbox=[193, 926, 488, 972]
directory-entry: — Isidor, Postbeamt., II. Wolmutstr. 19–21. bbox=[193, 389, 484, 405]
directory-entry: — Ludwig, Beamt., XV. Spenglerg. 9. bbox=[1288, 1111, 1539, 1127]
directory-entry: — jun. Oskar, Goldschlager, VII. Neustiftg. 41. bbox=[1288, 1617, 1603, 1634]
directory-entry: — Ludwig, Feldw., IX. Sporkenbühelg. 2. bbox=[193, 1254, 471, 1270]
